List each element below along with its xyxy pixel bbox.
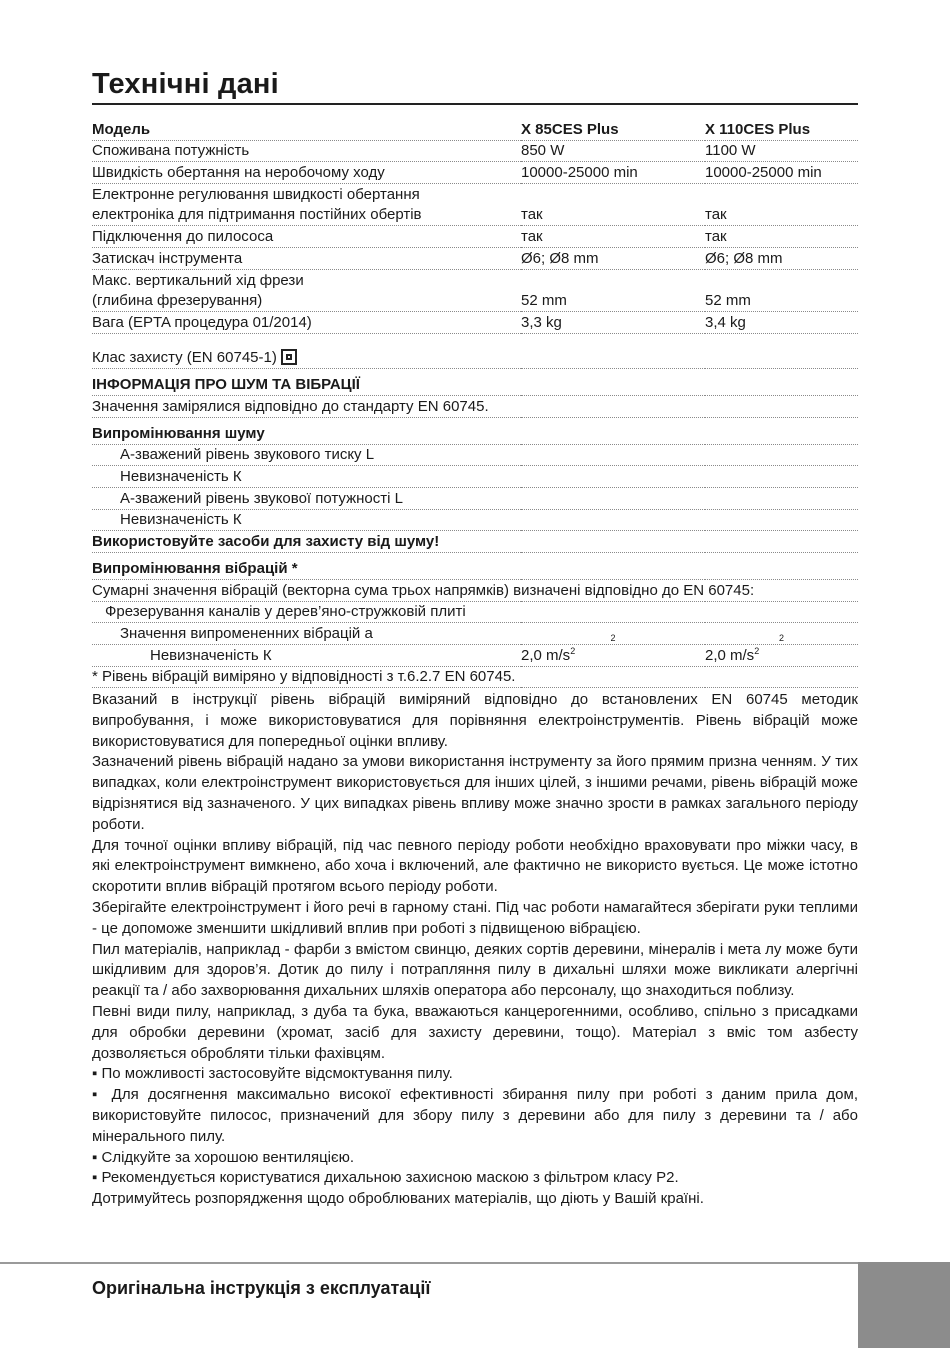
- table-row: [92, 466, 858, 488]
- spec-value-2: так: [705, 226, 858, 248]
- spec-value-1: 3,3 kg: [521, 312, 705, 334]
- bullet-item: ▪ По можливості застосовуйте відсмоктування пилу.: [92, 1065, 453, 1083]
- bullet-item: ▪ Рекомендується користуватися дихальною захисною маскою з фільтром класу P2.: [92, 1169, 679, 1187]
- spec-value-2: так: [705, 205, 858, 226]
- spec-value-2: Ø6; Ø8 mm: [705, 248, 858, 270]
- table-row: [92, 291, 858, 312]
- vibration-footnote: * Рівень вібрацій виміряно у відповідності з т.6.2.7 EN 60745.: [92, 666, 858, 688]
- spec-label: Підключення до пилососа: [92, 226, 521, 248]
- bullet-item: ▪ Для досягнення максимально високої ефективності збирання пилу при роботі з даним прила дом, використовуйте пилосос, призначений для збору пилу з деревини або для пилу з деревини та / або мінерального пилу.: [92, 1086, 858, 1145]
- table-row: [92, 645, 858, 667]
- spec-label: Клас захисту (EN 60745-1): [92, 348, 277, 366]
- table-row: [92, 580, 858, 602]
- table-row: [92, 395, 858, 417]
- noise-protection-warning: Використовуйте засоби для захисту від шуму!: [92, 531, 858, 553]
- noise-uncertainty-label: Невизначеність К: [92, 466, 858, 488]
- table-row: [92, 248, 858, 270]
- table-row: [92, 312, 858, 334]
- spec-value-1: так: [521, 226, 705, 248]
- paragraph: Певні види пилу, наприклад, з дуба та бука, вважаються канцерогенними, особливо, спільно з присадками для обробки деревини (хромат, засіб для захисту деревини, тощо). Матеріал з вміс том азбесту дозволяється обробляти тільки фахівцям.: [92, 1002, 858, 1062]
- closing-paragraph: Дотримуйтесь розпорядження щодо оброблюваних матеріалів, що діють у Вашій країні.: [92, 1190, 704, 1208]
- noise-pressure-label: А-зважений рівень звукового тиску L: [92, 444, 858, 466]
- header-model-2: X 110CES Plus: [705, 119, 858, 140]
- vibration-value-1: 2,0 m/s: [521, 646, 571, 664]
- noise-measured-note: Значення замірялися відповідно до стандарту EN 60745.: [92, 395, 858, 417]
- header-model-1: X 85CES Plus: [521, 119, 705, 140]
- table-row: [92, 140, 858, 162]
- spec-label: (глибина фрезерування): [92, 291, 521, 312]
- header-label: Модель: [92, 119, 521, 140]
- table-row: [92, 553, 858, 580]
- bullet-item: ▪ Слідкуйте за хорошою вентиляцією.: [92, 1148, 355, 1166]
- noise-emission-heading: Випромінювання шуму: [92, 417, 858, 444]
- unit-superscript: 2: [754, 645, 760, 656]
- page-tab-block: [858, 1262, 950, 1348]
- table-row: [92, 531, 858, 553]
- paragraph: Вказаний в інструкції рівень вібрацій виміряний відповідно до встановлених EN 60745 методик випробування, і може використовуватися для порівняння електроінструментів. Рівень вібрацій може використовуватися для попередньої оцінки впливу.: [92, 691, 858, 750]
- spec-value-1: так: [521, 205, 705, 226]
- spec-label: Електронне регулювання швидкості обертання: [92, 185, 420, 203]
- vibration-emission-label: Значення випромененних вібрацій a: [92, 623, 521, 645]
- vibration-heading: Випромінювання вібрацій *: [92, 553, 858, 580]
- footer-divider: [0, 1262, 858, 1264]
- spec-value-2: 10000-25000 min: [705, 162, 858, 184]
- table-row: [92, 333, 858, 368]
- spec-value-2: 3,4 kg: [705, 312, 858, 334]
- table-header-row: [92, 119, 858, 140]
- table-row: [92, 162, 858, 184]
- title-divider: [92, 103, 858, 105]
- vibration-uncertainty-label: Невизначеність К: [92, 645, 521, 667]
- page-title: Технічні дані: [92, 68, 279, 100]
- class-ii-double-square-icon: [281, 349, 297, 365]
- spec-table: [92, 119, 858, 688]
- spec-value-1: 10000-25000 min: [521, 162, 705, 184]
- spec-value-1: 52 mm: [521, 291, 705, 312]
- paragraph: Пил матеріалів, наприклад - фарби з вмістом свинцю, деяких сортів деревини, мінералів і мета лу може бути шкідливим для здоров’я. Дотик до пилу і потрапляння пилу в дихальні шляхи може викликати алергічні реакції та / або захворювання дихальних шляхів оператора або персоналу, що знаходиться поблизу.: [92, 940, 858, 1000]
- spec-value-1: 850 W: [521, 140, 705, 162]
- table-row: [92, 226, 858, 248]
- noise-uncertainty-label: Невизначеність К: [92, 509, 858, 531]
- spec-label: Затискач інструмента: [92, 248, 521, 270]
- spec-label: електроніка для підтримання постійних обертів: [92, 205, 521, 226]
- unit-superscript: 2: [570, 645, 576, 656]
- spec-label: Швидкість обертання на неробочому ходу: [92, 162, 521, 184]
- spec-label: Макс. вертикальний хід фрези: [92, 271, 304, 289]
- spec-value-2: 52 mm: [705, 291, 858, 312]
- table-row: [92, 487, 858, 509]
- table-row: [92, 444, 858, 466]
- paragraph: Для точної оцінки впливу вібрацій, під час певного періоду роботи необхідно враховувати про міжки часу, в які електроінструмент вимкнено, або хоча і включений, але фактично не використо вується. Це може істотно скоротити вплив вібрацій протягом всього періоду роботи.: [92, 836, 858, 896]
- table-row: [92, 666, 858, 688]
- noise-heading: ІНФОРМАЦІЯ ПРО ШУМ ТА ВІБРАЦІЇ: [92, 368, 858, 395]
- table-row: [92, 417, 858, 444]
- vibration-sup-1: 2: [521, 623, 705, 645]
- vibration-total-label: Сумарні значення вібрацій (векторна сума трьох напрямків) визначені відповідно до EN 60745:: [92, 580, 858, 602]
- table-row: [92, 601, 858, 623]
- footer-title: Оригінальна інструкція з експлуатації: [92, 1278, 431, 1298]
- spec-value-1: Ø6; Ø8 mm: [521, 248, 705, 270]
- spec-label: Споживана потужність: [92, 140, 521, 162]
- vibration-milling-label: Фрезерування каналів у дерев’яно-стружковій плиті: [92, 601, 858, 623]
- vibration-sup-2: 2: [705, 623, 858, 645]
- vibration-value-2: 2,0 m/s: [705, 646, 755, 664]
- table-row: [92, 205, 858, 226]
- spec-value-2: 1100 W: [705, 140, 858, 162]
- body-text: [92, 690, 858, 1210]
- spec-label: Вага (EPTA процедура 01/2014): [92, 312, 521, 334]
- paragraph: Зазначений рівень вібрацій надано за умови використання інструменту за його прямим призна ченням. У тих випадках, коли електроінструмент використовується для інших цілей, з іншими речами, рівень вібрацій може відрізнятися від зазначеного. У цих випадках рівень впливу може значно зрости в рамках загального періоду роботи.: [92, 753, 858, 833]
- noise-power-label: А-зважений рівень звукової потужності L: [92, 487, 858, 509]
- table-row: [92, 184, 858, 205]
- table-row: [92, 269, 858, 290]
- paragraph: Зберігайте електроінструмент і його речі в гарному стані. Під час роботи намагайтеся зберігати руки теплими - це допоможе зменшити шкідливий вплив при роботі з підвищеною вібрацією.: [92, 898, 858, 937]
- table-row: [92, 509, 858, 531]
- table-row: [92, 623, 858, 645]
- noise-heading-row: [92, 368, 858, 395]
